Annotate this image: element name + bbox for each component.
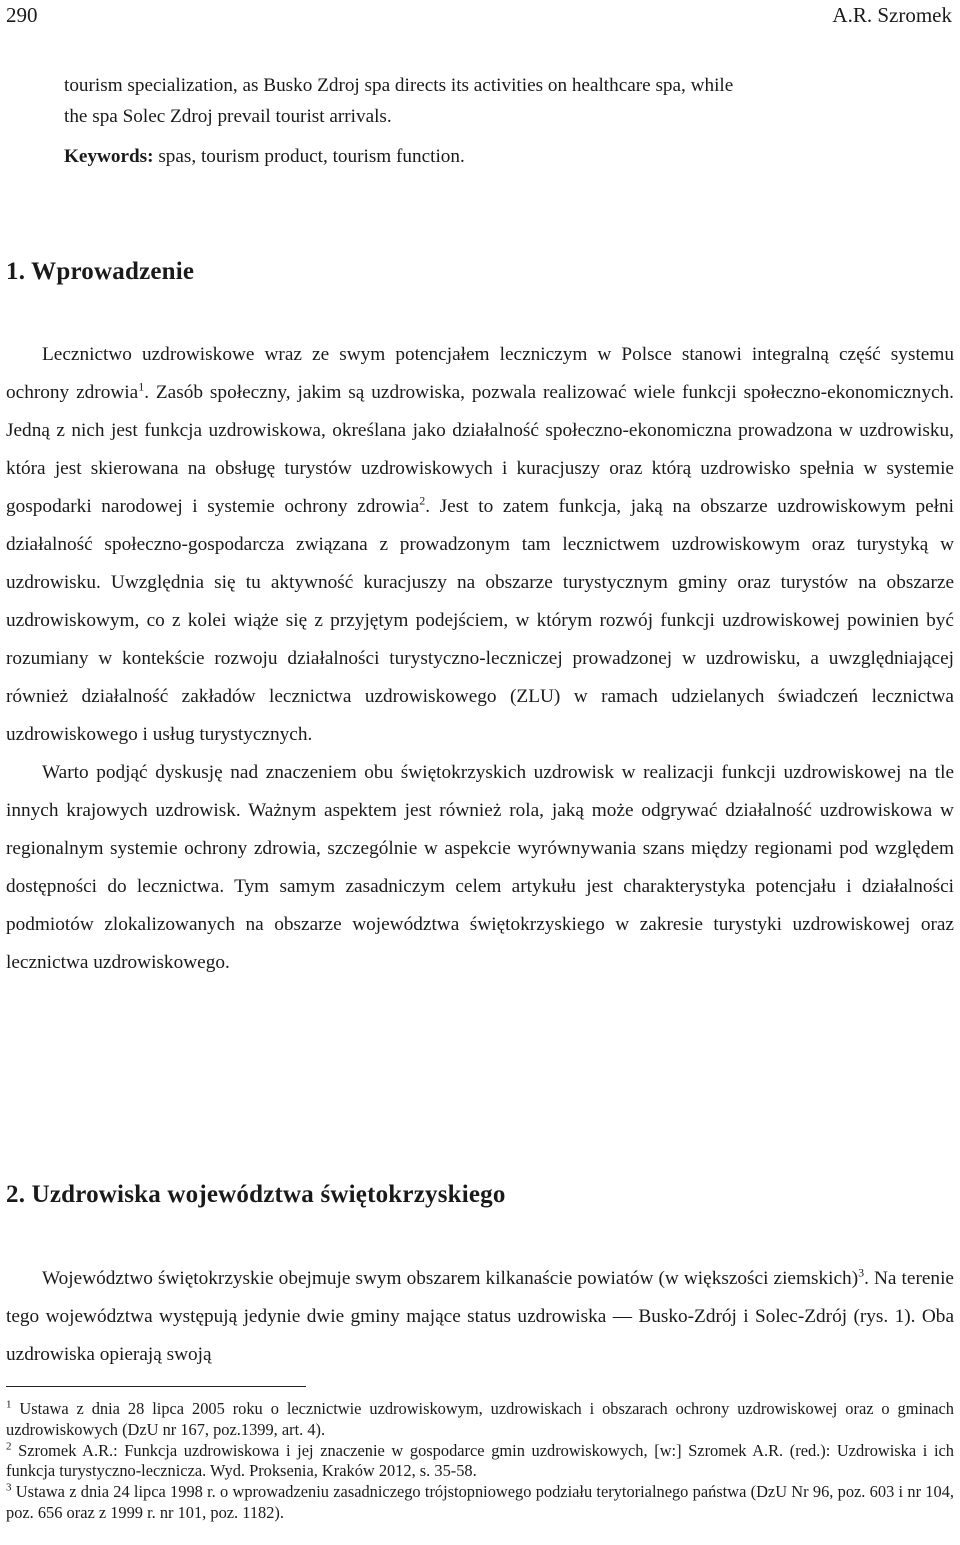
section-2-heading xyxy=(6,1181,506,1209)
footnote-3-number: 3 xyxy=(6,1481,12,1494)
section-1-heading xyxy=(6,258,194,286)
section-1-title: Wprowadzenie xyxy=(31,258,195,285)
text-run: . Jest to zatem funkcja, jaką na obszarze uzdrowiskowym pełni działalność społeczno-gospodarcza związana z prowadzonym tam lecznictwem uzdrowiskowym oraz turystyką w uzdrowisku. Uwzględnia się tu aktywność kuracjuszy na obszarze turystycznym gminy oraz turystów na obszarze uzdrowiskowym, co z kolei wiąże się z przyjętym podejściem, w którym rozwój funkcji uzdrowiskowej powinien być rozumiany w kontekście rozwoju działalności turystyczno-leczniczej prowadzonej w uzdrowisku, a uwzględniającej również działalność zakładów lecznictwa uzdrowiskowego (ZLU) w ramach udzielanych świadczeń lecznictwa uzdrowiskowego i usług turystycznych. xyxy=(6,496,954,745)
section-1-body xyxy=(6,336,954,982)
text-run: Lecznictwo uzdrowiskowe wraz ze swym potencjałem leczniczym w Polsce stanowi integralną część systemu ochrony zdrowia xyxy=(6,344,954,403)
keywords-line xyxy=(64,147,465,166)
section-1-number: 1. xyxy=(6,258,26,285)
section-2-body xyxy=(6,1260,954,1374)
section-1-paragraph-1 xyxy=(6,336,954,754)
page-number: 290 xyxy=(6,3,38,27)
section-1-paragraph-2: Warto podjąć dyskusję nad znaczeniem obu świętokrzyskich uzdrowisk w realizacji funkcji uzdrowiskowej na tle innych krajowych uzdrowisk. Ważnym aspektem jest również rola, jaką może odgrywać działalność uzdrowiskowa w regionalnym systemie ochrony zdrowia, szczególnie w aspekcie wyrównywania szans między regionami pod względem dostępności do lecznictwa. Tym samym zasadniczym celem artykułu jest charakterystyka potencjału i działalności podmiotów zlokalizowanych na obszarze województwa świętokrzyskiego w zakresie turystyki uzdrowiskowej oraz lecznictwa uzdrowiskowego. xyxy=(6,762,954,973)
text-run: . Na terenie tego województwa występują jedynie dwie gminy mające status uzdrowiska — Busko-Zdrój i Solec-Zdrój (rys. 1). Oba uzdrowiska opierają swoją xyxy=(6,1268,954,1365)
footnote-2-number: 2 xyxy=(6,1440,12,1453)
footnote-3 xyxy=(6,1482,954,1524)
keywords-label: Keywords: xyxy=(64,146,154,167)
footnote-1-number: 1 xyxy=(6,1398,12,1411)
abstract-line-1: tourism specialization, as Busko Zdroj spa directs its activities on healthcare spa, while xyxy=(64,75,734,96)
text-run: Województwo świętokrzyskie obejmuje swym obszarem kilkanaście powiatów (w większości ziemskich) xyxy=(42,1268,859,1289)
footnote-1 xyxy=(6,1399,954,1441)
page-header xyxy=(6,0,952,32)
footnotes xyxy=(6,1399,954,1524)
text-run: . Zasób społeczny, jakim są uzdrowiska, pozwala realizować wiele funkcji społeczno-ekonomicznych. Jedną z nich jest funkcja uzdrowiskowa, określana jako działalność społeczno-ekonomiczna prowadzona w uzdrowisku, która jest skierowana na obsługę turystów uzdrowiskowych i kuracjuszy oraz którą uzdrowisko spełnia w systemie gospodarki narodowej i systemie ochrony zdrowia xyxy=(6,382,954,517)
footnote-separator xyxy=(6,1386,306,1387)
footnote-1-text: Ustawa z dnia 28 lipca 2005 roku o lecznictwie uzdrowiskowym, uzdrowiskach i obszarach ochrony uzdrowiskowej oraz o gminach uzdrowiskowych (DzU nr 167, poz.1399, art. 4). xyxy=(6,1399,954,1439)
keywords-text: spas, tourism product, tourism function. xyxy=(153,146,465,167)
running-author: A.R. Szromek xyxy=(832,3,952,27)
footnote-ref-3[interactable]: 3 xyxy=(858,1265,865,1280)
section-2-title: Uzdrowiska województwa świętokrzyskiego xyxy=(31,1181,506,1208)
footnote-ref-1[interactable]: 1 xyxy=(138,379,145,394)
footnote-2-text: Szromek A.R.: Funkcja uzdrowiskowa i jej znaczenie w gospodarce gmin uzdrowiskowych, [w:] Szromek A.R. (red.): Uzdrowiska i ich funkcja turystyczno-lecznicza. Wyd. Proksenia, Kraków 2012, s. 35-58. xyxy=(6,1440,954,1481)
abstract-line-2: the spa Solec Zdroj prevail tourist arrivals. xyxy=(64,106,392,127)
section-2-number: 2. xyxy=(6,1181,26,1208)
section-2-paragraph-1 xyxy=(6,1260,954,1374)
footnote-3-text: Ustawa z dnia 24 lipca 1998 r. o wprowadzeniu zasadniczego trójstopniowego podziału terytorialnego państwa (DzU Nr 96, poz. 603 i nr 104, poz. 656 oraz z 1999 r. nr 101, poz. 1182). xyxy=(6,1482,954,1522)
footnote-2 xyxy=(6,1441,954,1483)
footnote-ref-2[interactable]: 2 xyxy=(419,493,426,508)
